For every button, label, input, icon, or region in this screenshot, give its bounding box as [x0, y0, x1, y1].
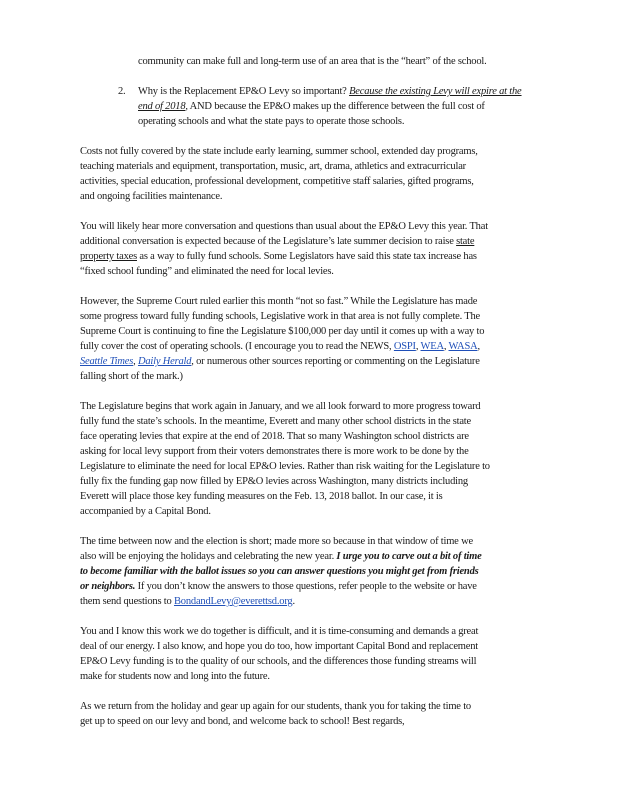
text-line: get up to speed on our levy and bond, and welcome back to school! Best regards, — [80, 716, 405, 727]
text-line: EP&O Levy funding is to the quality of our schools, and the differences those funding streams will — [80, 656, 477, 667]
text-line: Everett will place those key funding measures on the Feb. 13, 2018 ballot. In our case, it is — [80, 491, 443, 502]
text-line: face operating levies that expire at the end of 2018. That so many Washington school districts are — [80, 431, 469, 442]
emphasis-text: I urge you to carve out a bit of time — [336, 551, 482, 562]
paragraph-legislature-january — [80, 399, 532, 519]
paragraph-costs — [80, 144, 532, 204]
body-text: fully cover the cost of operating schools. (I encourage you to read the NEWS, — [80, 341, 394, 352]
underlined-text: property taxes — [80, 251, 137, 262]
text-line — [80, 354, 532, 369]
text-line: teaching materials and equipment, transportation, music, art, drama, athletics and extracurricular — [80, 161, 466, 172]
emphasis-text: end of 2018 — [138, 101, 186, 112]
text-line: operating schools and what the state pays to operate those schools. — [138, 116, 405, 127]
list-item-2 — [80, 84, 532, 129]
text-line: community can make full and long-term use of an area that is the “heart” of the school. — [138, 56, 487, 67]
body-text: as a way to fully fund schools. Some Legislators have said this state tax increase has — [136, 251, 477, 262]
text-line: to become familiar with the ballot issues so you can answer questions you might get from friends — [80, 566, 479, 577]
text-line: Supreme Court is continuing to fine the Legislature $100,000 per day until it comes up with a way to — [80, 326, 485, 337]
text-line: The Legislature begins that work again in January, and we all look forward to more progress toward — [80, 401, 481, 412]
text-line: make for students now and long into the future. — [80, 671, 270, 682]
text-line: and ongoing facilities maintenance. — [80, 191, 223, 202]
text-line: accompanied by a Capital Bond. — [80, 506, 211, 517]
link-seattle-times[interactable]: Seattle Times — [80, 356, 134, 367]
text-line: The time between now and the election is short; made more so because in that window of time we — [80, 536, 473, 547]
separator: , — [133, 356, 138, 367]
link-ospi[interactable]: OSPI — [393, 341, 416, 352]
text-line: Legislature to eliminate the need for local EP&O levies. Rather than risk waiting for the Legislature to — [80, 461, 490, 472]
paragraph-election-timing — [80, 534, 532, 609]
text-line — [80, 549, 532, 564]
text-line: asking for local levy support from their voters demonstrates there is more work to be done by the — [80, 446, 469, 457]
list-number: 2. — [118, 86, 126, 97]
link-wea[interactable]: WEA — [420, 341, 444, 352]
paragraph-conversation — [80, 219, 532, 279]
link-wasa[interactable]: WASA — [448, 341, 478, 352]
paragraph-closing — [80, 699, 532, 729]
body-text: If you don’t know the answers to those questions, refer people to the website or have — [135, 581, 477, 592]
text-line — [80, 99, 532, 114]
text-line: deal of our energy. I also know, and hope you do too, how important Capital Bond and replacement — [80, 641, 478, 652]
body-text: additional conversation is expected because of the Legislature’s late summer decision to raise — [80, 236, 457, 247]
separator: . — [292, 596, 295, 607]
text-line — [80, 84, 532, 99]
body-text: , or numerous other sources reporting or commenting on the Legislature — [191, 356, 480, 367]
separator: , — [477, 341, 480, 352]
text-line — [80, 339, 532, 354]
paragraph-you-and-i — [80, 624, 532, 684]
body-text: , AND because the EP&O makes up the difference between the full cost of — [185, 101, 485, 112]
separator: , — [415, 341, 421, 352]
text-line — [80, 234, 532, 249]
question-text: Why is the Replacement EP&O Levy so important? — [138, 86, 350, 97]
text-line: activities, special education, professional development, competitive staff salaries, gifted programs, — [80, 176, 474, 187]
text-line: As we return from the holiday and gear up again for our students, thank you for taking the time to — [80, 701, 471, 712]
emphasis-text: Because the existing Levy will expire at the — [349, 86, 522, 97]
text-line — [80, 594, 532, 609]
text-line: Costs not fully covered by the state include early learning, summer school, extended day programs, — [80, 146, 478, 157]
link-daily-herald[interactable]: Daily Herald — [137, 356, 192, 367]
body-text: also will be enjoying the holidays and celebrating the new year. — [80, 551, 337, 562]
paragraph-list-item-1-continuation — [80, 54, 532, 69]
text-line — [80, 579, 532, 594]
text-line: You will likely hear more conversation and questions than usual about the EP&O Levy this year. That — [80, 221, 488, 232]
text-line: You and I know this work we do together is difficult, and it is time-consuming and demands a great — [80, 626, 479, 637]
document-page — [80, 54, 532, 744]
text-line — [80, 249, 532, 264]
text-line: However, the Supreme Court ruled earlier this month “not so fast.” While the Legislature has made — [80, 296, 478, 307]
text-line: falling short of the mark.) — [80, 371, 183, 382]
text-line: fully fix the funding gap now filled by EP&O levies across Washington, many districts including — [80, 476, 468, 487]
separator: , — [443, 341, 449, 352]
underlined-text: state — [456, 236, 475, 247]
text-line: fully fund the state’s schools. In the meantime, Everett and many other school districts in the state — [80, 416, 471, 427]
body-text: them send questions to — [80, 596, 174, 607]
text-line: “fixed school funding” and eliminated the need for local levies. — [80, 266, 334, 277]
emphasis-text: or neighbors. — [80, 581, 136, 592]
text-line: some progress toward fully funding schools, Legislative work in that area is not fully complete. The — [80, 311, 481, 322]
paragraph-supreme-court — [80, 294, 532, 384]
email-link[interactable]: BondandLevy@everettsd.org — [173, 596, 293, 607]
